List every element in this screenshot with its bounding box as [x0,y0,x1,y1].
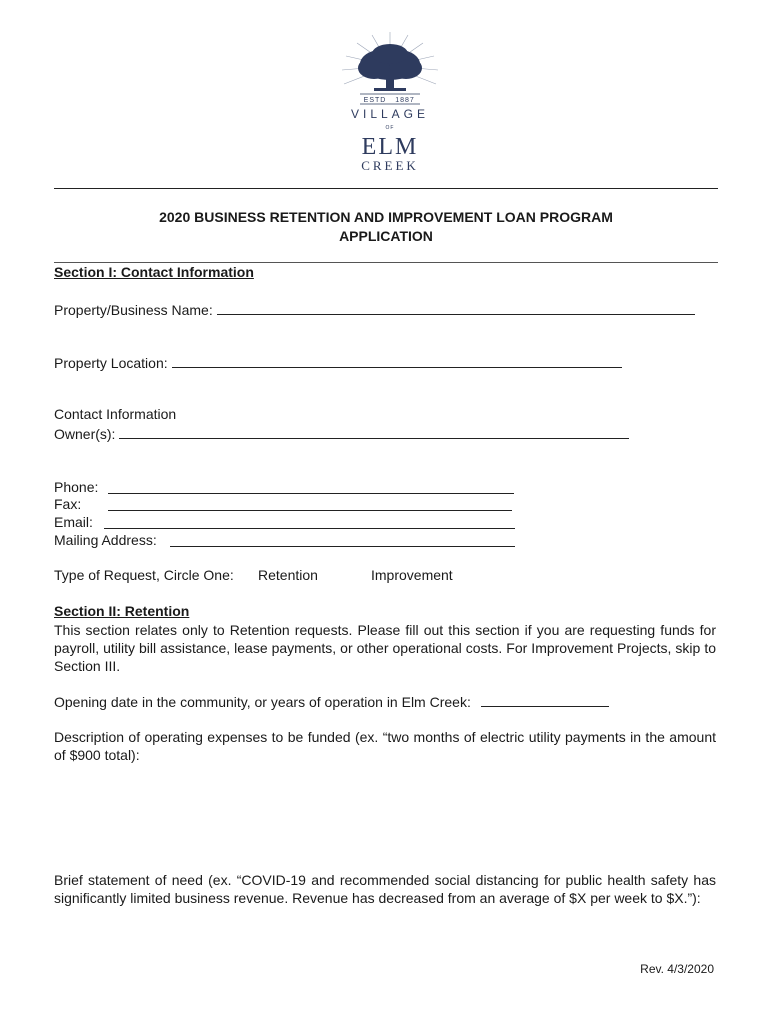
fax-row [54,496,81,512]
business-name-row [54,300,695,318]
mailing-field[interactable] [170,532,515,547]
section2-heading: Section II: Retention [54,603,190,619]
svg-text:ESTD: ESTD [363,97,387,104]
business-name-field[interactable] [217,300,695,315]
svg-text:1887: 1887 [395,97,415,104]
email-field[interactable] [104,514,515,529]
phone-field[interactable] [108,479,514,494]
revision-date: Rev. 4/3/2020 [640,962,714,976]
opening-date-row [54,692,609,710]
phone-row [54,479,98,495]
svg-text:CREEK: CREEK [361,158,419,173]
header-divider [54,188,718,189]
phone-label: Phone: [54,479,99,495]
owners-row [54,424,629,442]
email-row [54,514,93,530]
property-location-row [54,353,622,371]
opening-date-field[interactable] [481,692,609,707]
svg-text:VILLAGE: VILLAGE [350,107,430,121]
svg-text:OF: OF [385,125,395,131]
owners-field[interactable] [119,424,629,439]
form-title-line1: 2020 BUSINESS RETENTION AND IMPROVEMENT LOAN PROGRAM [159,209,613,225]
mailing-row [54,532,157,548]
property-location-label: Property Location: [54,355,168,371]
description-label: Description of operating expenses to be funded (ex. “two months of electric utility payments in the amount of $900 total): [54,729,716,763]
village-logo [330,30,450,175]
fax-label: Fax: [54,496,82,512]
title-divider [54,262,718,263]
owners-label: Owner(s): [54,426,116,442]
request-type-label: Type of Request, Circle One: [54,567,234,583]
form-title-line2: APPLICATION [339,228,433,244]
option-improvement[interactable]: Improvement [371,567,453,583]
statement-label: Brief statement of need (ex. “COVID-19 and recommended social distancing for public health safety has significantly limited business revenue. Revenue has decreased from an average of $X per week to $X.”): [54,872,716,906]
tree-icon [330,30,450,175]
business-name-label: Property/Business Name: [54,302,213,318]
property-location-field[interactable] [172,353,622,368]
svg-text:ELM: ELM [361,134,419,160]
opening-date-label: Opening date in the community, or years of operation in Elm Creek: [54,694,471,710]
section2-intro: This section relates only to Retention requests. Please fill out this section if you are requesting funds for payroll, utility bill assistance, lease payments, or other operational costs. For Improvement Projects, skip to Section III. [54,622,716,674]
fax-field[interactable] [108,496,512,511]
mailing-label: Mailing Address: [54,532,157,548]
email-label: Email: [54,514,93,530]
section1-heading: Section I: Contact Information [54,264,254,280]
contact-info-label: Contact Information [54,406,177,422]
option-retention[interactable]: Retention [258,567,318,583]
